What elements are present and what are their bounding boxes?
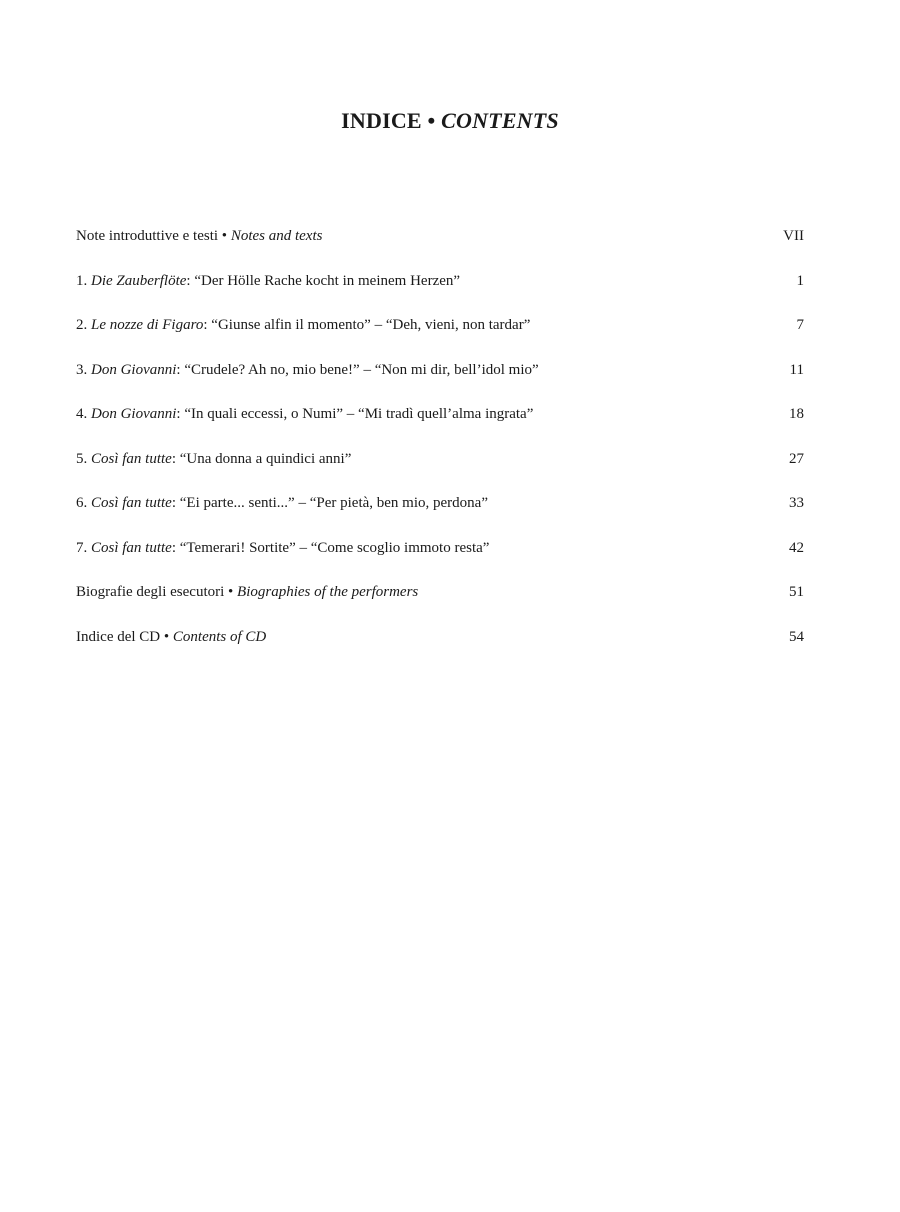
toc-entry-prefix: Indice del CD • xyxy=(76,628,173,645)
title-italian: INDICE xyxy=(341,108,422,133)
toc-entry-italic: Contents of CD xyxy=(172,628,267,645)
toc-entry-italic: Die Zauberflöte xyxy=(91,272,187,289)
toc-entry-text xyxy=(76,400,533,428)
page-title xyxy=(0,108,900,134)
toc-entry-suffix: : “Der Hölle Rache kocht in meinem Herzen” xyxy=(186,272,461,289)
toc-entry-biographies[interactable] xyxy=(76,578,804,623)
toc-entry-cd-contents[interactable] xyxy=(76,623,804,668)
toc-entry-suffix: : “In quali eccessi, o Numi” – “Mi tradì quell’alma ingrata” xyxy=(176,406,534,422)
toc-entry-suffix: : “Ei parte... senti...” – “Per pietà, ben mio, perdona” xyxy=(171,495,488,511)
toc-page-number: 7 xyxy=(796,317,804,333)
toc-entry-prefix: 2. xyxy=(76,317,91,333)
toc-entry-2[interactable] xyxy=(76,311,804,356)
toc-entry-3[interactable] xyxy=(76,356,804,401)
toc-entry-4[interactable] xyxy=(76,400,804,445)
toc-page-number: 54 xyxy=(789,628,804,645)
toc-entry-6[interactable] xyxy=(76,489,804,534)
toc-page-number: 11 xyxy=(789,361,804,378)
toc-entry-suffix: : “Una donna a quindici anni” xyxy=(171,450,352,467)
toc-entry-text xyxy=(76,623,266,651)
toc-entry-prefix: 5. xyxy=(76,450,91,467)
toc-entry-italic: Così fan tutte xyxy=(91,495,172,511)
toc-entry-prefix: 3. xyxy=(76,361,91,378)
toc-entry-prefix: Biografie degli esecutori • xyxy=(76,584,238,600)
toc-entry-text xyxy=(76,445,351,473)
toc-entry-5[interactable] xyxy=(76,445,804,490)
toc-entry-italic: Le nozze di Figaro xyxy=(91,317,204,333)
toc-entry-text xyxy=(76,222,322,250)
toc-page-number: 33 xyxy=(789,495,804,511)
toc-entry-1[interactable] xyxy=(76,267,804,312)
title-english: CONTENTS xyxy=(441,108,559,133)
toc-entry-italic: Biographies of the performers xyxy=(237,584,419,600)
toc-entry-suffix: : “Giunse alfin il momento” – “Deh, vieni, non tardar” xyxy=(203,317,531,333)
toc-entry-italic: Così fan tutte xyxy=(91,450,172,467)
toc-page-number: 51 xyxy=(789,584,804,600)
toc-page-number: 27 xyxy=(789,450,804,467)
toc-entry-suffix: : “Temerari! Sortite” – “Come scoglio immoto resta” xyxy=(171,539,490,556)
toc-entry-prefix: 1. xyxy=(76,272,91,289)
toc-entry-suffix: : “Crudele? Ah no, mio bene!” – “Non mi dir, bell’idol mio” xyxy=(176,361,539,378)
toc-entry-text xyxy=(76,578,418,606)
toc-entry-prefix: 4. xyxy=(76,406,91,422)
toc-entry-prefix: 7. xyxy=(76,539,91,556)
toc-entry-text xyxy=(76,534,489,562)
toc-entry-text xyxy=(76,311,530,339)
toc-entry-italic: Così fan tutte xyxy=(91,539,172,556)
title-separator: • xyxy=(427,108,436,133)
toc-page-number: 42 xyxy=(789,539,804,556)
toc-entry-prefix: Note introduttive e testi • xyxy=(76,228,231,244)
toc-entry-notes[interactable] xyxy=(76,222,804,267)
toc-entry-italic: Don Giovanni xyxy=(91,361,177,378)
toc-entry-text xyxy=(76,489,488,517)
toc-page-number: VII xyxy=(783,228,804,244)
table-of-contents xyxy=(76,222,804,667)
toc-entry-7[interactable] xyxy=(76,534,804,579)
toc-page-number: 1 xyxy=(796,272,804,289)
toc-entry-prefix: 6. xyxy=(76,495,91,511)
toc-entry-italic: Don Giovanni xyxy=(91,406,177,422)
toc-page-number: 18 xyxy=(789,406,804,422)
toc-entry-text xyxy=(76,267,460,295)
toc-entry-italic: Notes and texts xyxy=(230,228,323,244)
toc-entry-text xyxy=(76,356,539,384)
